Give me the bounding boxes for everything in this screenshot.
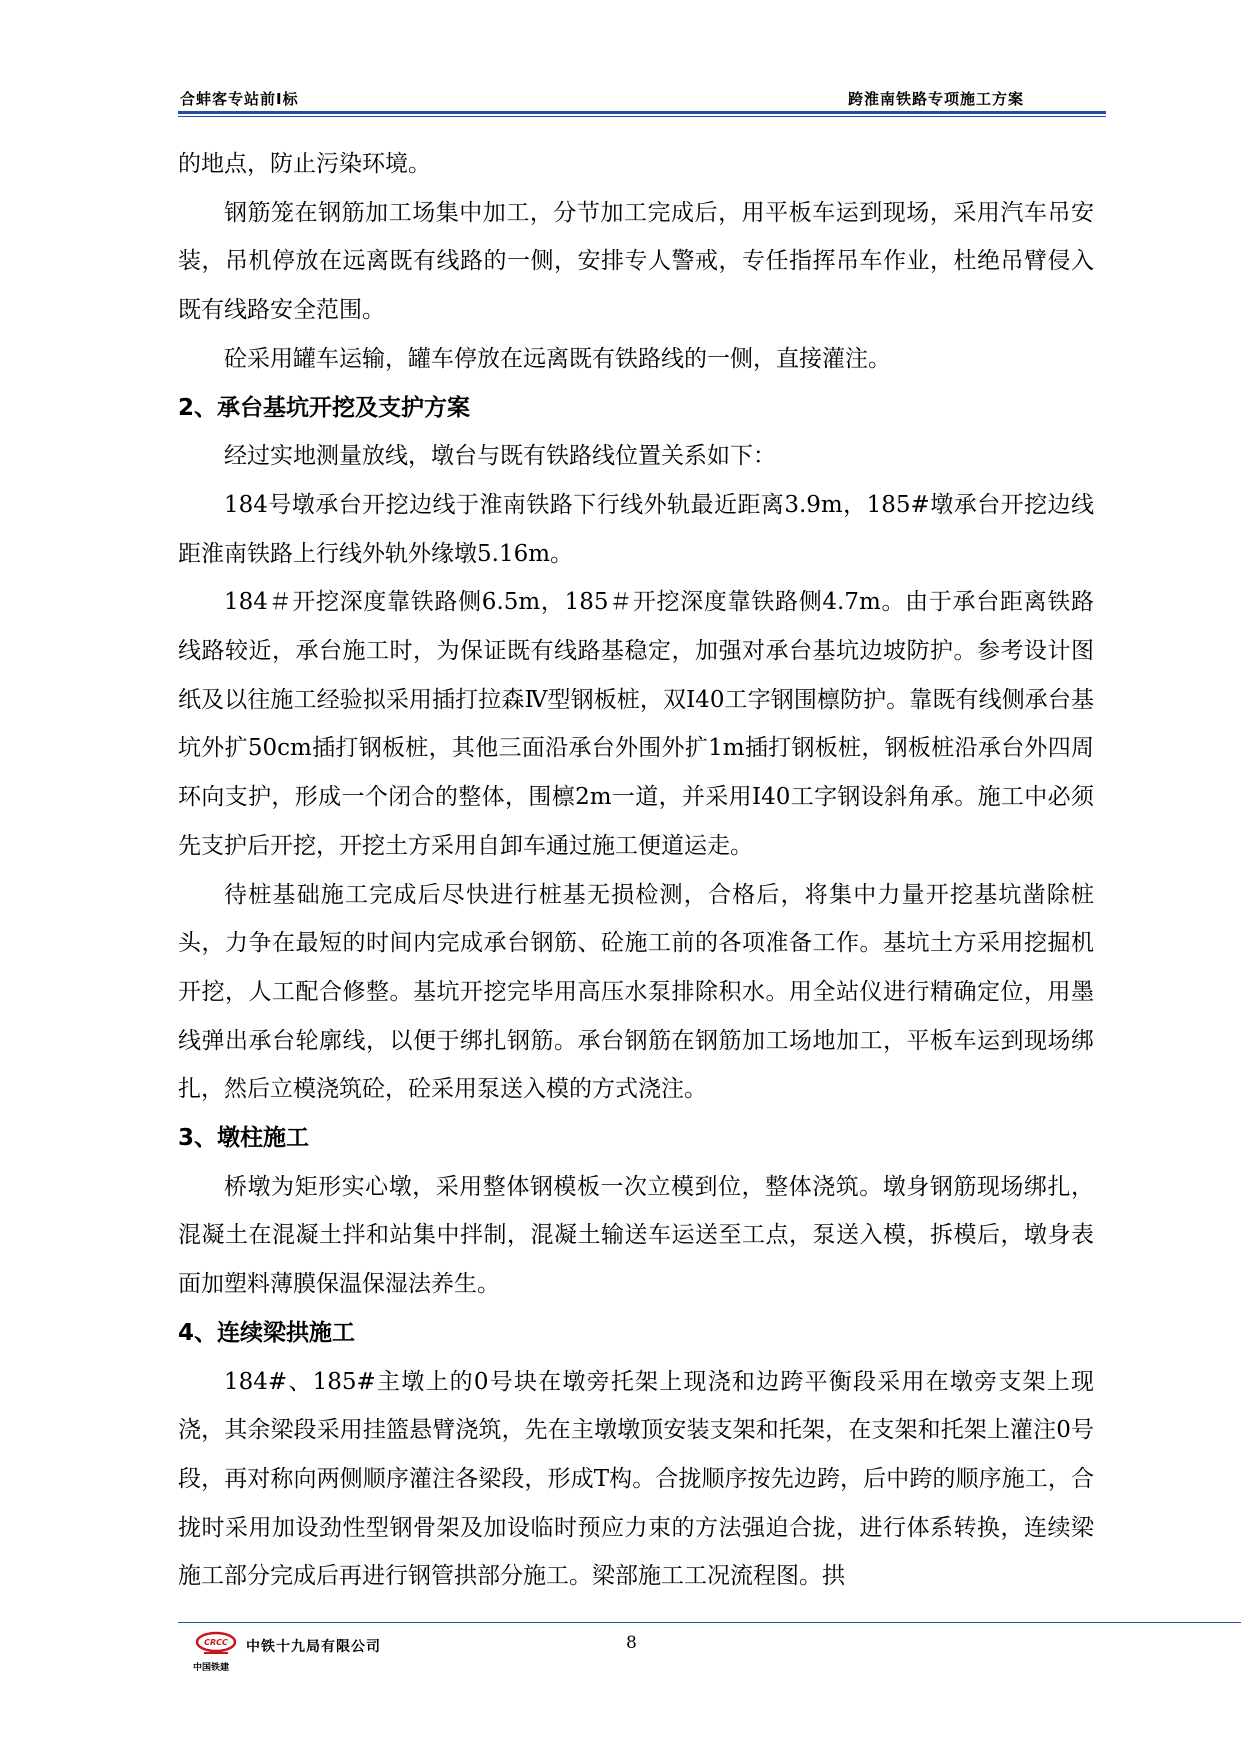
paragraph-pier-construction: 桥墩为矩形实心墩，采用整体钢模板一次立模到位，整体浇筑。墩身钢筋现场绑扎，混凝土在混凝土拌和站集中拌制，混凝土输送车运送至工点，泵送入模，拆模后，墩身表面加塑料薄膜保温保湿法养生。 <box>178 1173 1094 1298</box>
paragraph-rebar-cage: 钢筋笼在钢筋加工场集中加工，分节加工完成后，用平板车运到现场，采用汽车吊安装，吊机停放在远离既有线路的一侧，安排专人警戒，专任指挥吊车作业，杜绝吊臂侵入既有线路安全范围。 <box>178 199 1094 324</box>
paragraph-concrete-transport: 砼采用罐车运输，罐车停放在远离既有铁路线的一侧，直接灌注。 <box>224 345 891 372</box>
paragraph-distances: 184号墩承台开挖边线于淮南铁路下行线外轨最近距离3.9m，185#墩承台开挖边线距淮南铁路上行线外轨外缘墩5.16m。 <box>178 491 1094 567</box>
paragraph-continuous-beam: 184#、185#主墩上的0号块在墩旁托架上现浇和边跨平衡段采用在墩旁支架上现浇，其余梁段采用挂篮悬臂浇筑，先在主墩墩顶安装支架和托架，在支架和托架上灌注0号段，再对称向两侧顺序灌注各梁段，形成T构。合拢顺序按先边跨，后中跨的顺序施工，合拢时采用加设劲性型钢骨架及加设临时预应力束的方法强迫合拢，进行体系转换，连续梁施工部分完成后再进行钢管拱部分施工。梁部施工工况流程图。拱 <box>178 1368 1094 1590</box>
footer-company-name: 中铁十九局有限公司 <box>246 1639 381 1655</box>
header-document-title: 跨淮南铁路专项施工方案 <box>847 90 1024 108</box>
header-rule-thin <box>178 116 1106 117</box>
logo-caption: 中国铁建 <box>193 1663 230 1673</box>
footer-rule <box>178 1622 1241 1623</box>
page-body <box>178 140 1094 1601</box>
section-heading-3: 3、墩柱施工 <box>178 1125 310 1152</box>
page-header <box>178 88 1106 110</box>
paragraph-continued: 的地点，防止污染环境。 <box>178 151 431 177</box>
section-heading-4: 4、连续梁拱施工 <box>178 1319 356 1346</box>
header-rule-thick <box>178 111 1106 114</box>
page-number: 8 <box>626 1633 637 1653</box>
header-project-title: 合蚌客专站前Ⅰ标 <box>180 90 299 108</box>
section-heading-2: 2、承台基坑开挖及支护方案 <box>178 394 471 421</box>
paragraph-pile-testing: 待桩基础施工完成后尽快进行桩基无损检测，合格后，将集中力量开挖基坑凿除桩头，力争在最短的时间内完成承台钢筋、砼施工前的各项准备工作。基坑土方采用挖掘机开挖，人工配合修整。基坑开挖完毕用高压水泵排除积水。用全站仪进行精确定位，用墨线弹出承台轮廓线，以便于绑扎钢筋。承台钢筋在钢筋加工场地加工，平板车运到现场绑扎，然后立模浇筑砼，砼采用泵送入模的方式浇注。 <box>178 881 1094 1103</box>
svg-text:CRCC: CRCC <box>204 1638 228 1647</box>
crcc-logo-icon <box>194 1630 238 1664</box>
paragraph-excavation-depth: 184＃开挖深度靠铁路侧6.5m，185＃开挖深度靠铁路侧4.7m。由于承台距离铁路线路较近，承台施工时，为保证既有线路基稳定，加强对承台基坑边坡防护。参考设计图纸及以往施工经验拟采用插打拉森Ⅳ型钢板桩，双I40工字钢围檩防护。靠既有线侧承台基坑外扩50cm插打钢板桩，其他三面沿承台外围外扩1m插打钢板桩，钢板桩沿承台外四周环向支护，形成一个闭合的整体，围檩2m一道，并采用I40工字钢设斜角承。施工中必须先支护后开挖，开挖土方采用自卸车通过施工便道运走。 <box>178 589 1094 859</box>
paragraph-survey: 经过实地测量放线，墩台与既有铁路线位置关系如下： <box>224 443 776 470</box>
